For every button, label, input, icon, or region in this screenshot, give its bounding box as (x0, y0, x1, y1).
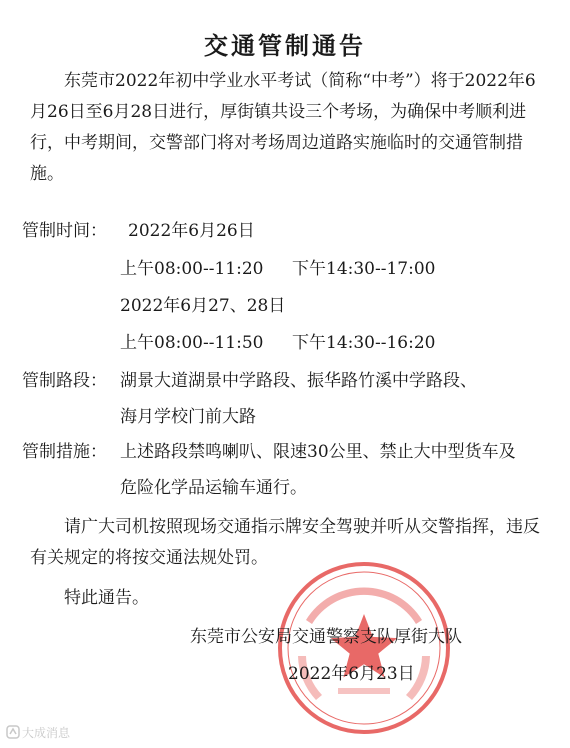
measure-label: 管制措施： (22, 442, 107, 462)
time-label: 管制时间： (22, 221, 107, 241)
date-2-afternoon: 下午14:30--16:20 (292, 333, 436, 353)
issue-date: 2022年6月23日 (288, 664, 415, 684)
road-line-1: 湖景大道湖景中学路段、振华路竹溪中学路段、 (120, 371, 477, 391)
watermark (6, 724, 70, 741)
closing-text: 特此通告。 (64, 588, 149, 608)
watermark-text: 大成消息 (22, 726, 71, 740)
road-label: 管制路段： (22, 371, 107, 391)
date-2-morning: 上午08:00--11:50 (120, 333, 264, 353)
date-2: 2022年6月27、28日 (120, 296, 286, 316)
measure-line-1: 上述路段禁鸣喇叭、限速30公里、禁止大中型货车及 (120, 442, 516, 462)
date-1-morning: 上午08:00--11:20 (120, 259, 264, 279)
road-line-2: 海月学校门前大路 (120, 407, 256, 427)
notice-title: 交通管制通告 (204, 32, 366, 60)
watermark-logo-icon (6, 725, 20, 739)
date-1-afternoon: 下午14:30--17:00 (292, 259, 436, 279)
intro-paragraph: 东莞市2022年初中学业水平考试（简称“中考”）将于2022年6月26日至6月28日进行，厚街镇共设三个考场，为确保中考顺利进行，中考期间，交警部门将对考场周边道路实施临时的交通管制措施。 (30, 71, 536, 184)
date-1: 2022年6月26日 (128, 221, 255, 241)
measure-line-2: 危险化学品运输车通行。 (120, 478, 307, 498)
request-paragraph: 请广大司机按照现场交通指示牌安全驾驶并听从交警指挥，违反有关规定的将按交通法规处罚。 (30, 517, 540, 568)
signature: 东莞市公安局交通警察支队厚街大队 (190, 627, 462, 647)
